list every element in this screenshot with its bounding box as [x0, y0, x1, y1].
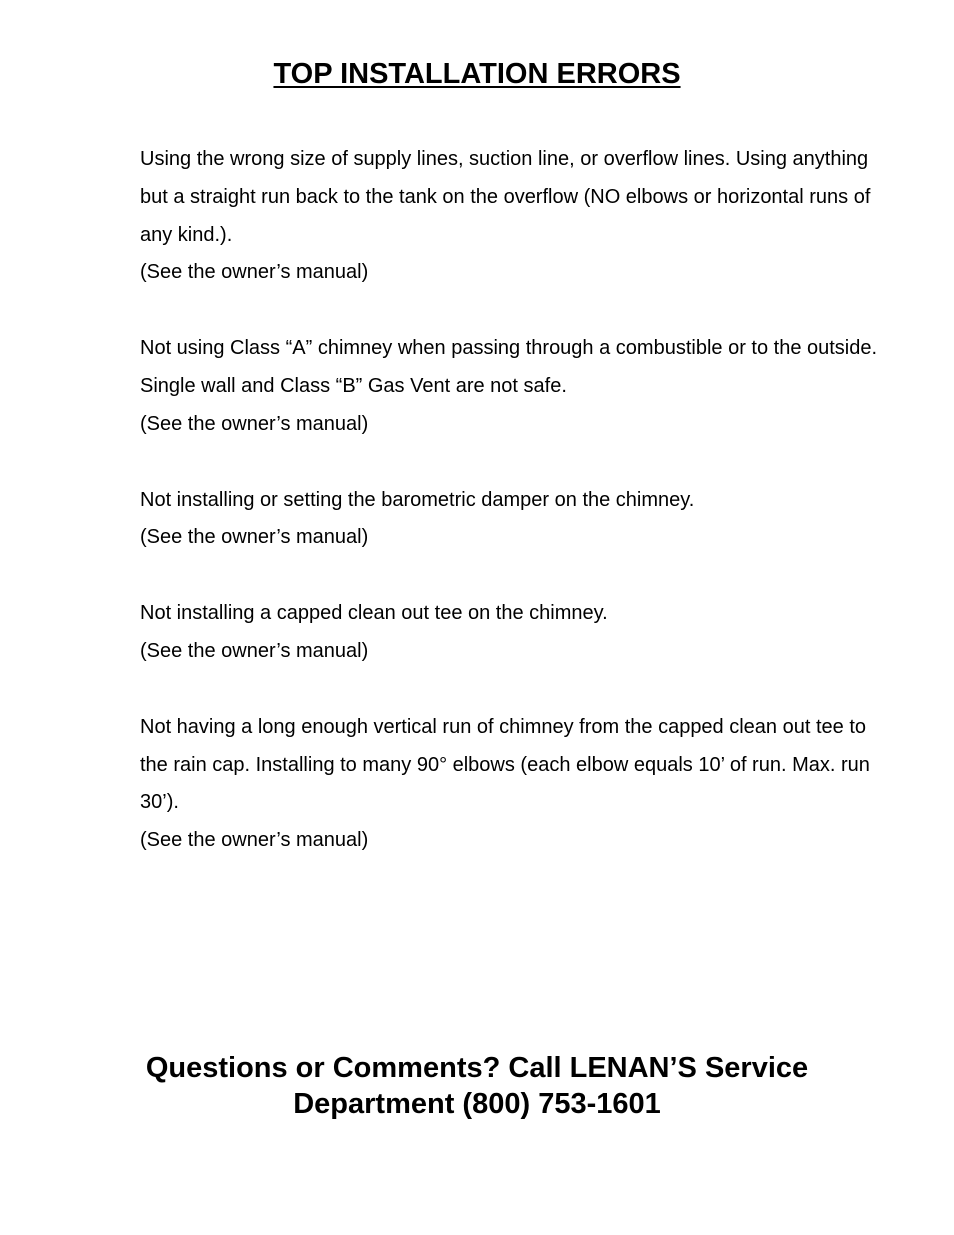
error-description: Not installing a capped clean out tee on the chimney. [140, 602, 608, 625]
error-description: Not using Class “A” chimney when passing through a combustible or to the outside. Single wall and Class “B” Gas Vent are not safe. [140, 337, 878, 397]
error-description: Not having a long enough vertical run of chimney from the capped clean out tee to the rain cap. Installing to many 90° elbows (each elbow equals 10’ of run. Max. run 30’). [140, 715, 870, 814]
manual-reference: (See the owner’s manual) [140, 829, 369, 852]
manual-reference: (See the owner’s manual) [140, 526, 369, 549]
list-item [140, 709, 880, 860]
manual-reference: (See the owner’s manual) [140, 261, 369, 284]
list-item [140, 330, 880, 443]
manual-reference: (See the owner’s manual) [140, 639, 369, 662]
installation-errors-list [140, 141, 880, 898]
footer-line-2: Department (800) 753-1601 [293, 1088, 661, 1120]
page-title: TOP INSTALLATION ERRORS [273, 58, 681, 90]
list-item [140, 141, 880, 292]
error-description: Not installing or setting the barometric damper on the chimney. [140, 488, 695, 511]
manual-reference: (See the owner’s manual) [140, 412, 369, 435]
list-item [140, 595, 880, 671]
list-item [140, 482, 880, 558]
footer-line-1: Questions or Comments? Call LENAN’S Service [145, 1052, 809, 1084]
contact-footer [0, 1050, 954, 1122]
error-description: Using the wrong size of supply lines, suction line, or overflow lines. Using anything but a straight run back to the tank on the overflow (NO elbows or horizontal runs of any kind.). [140, 148, 871, 246]
